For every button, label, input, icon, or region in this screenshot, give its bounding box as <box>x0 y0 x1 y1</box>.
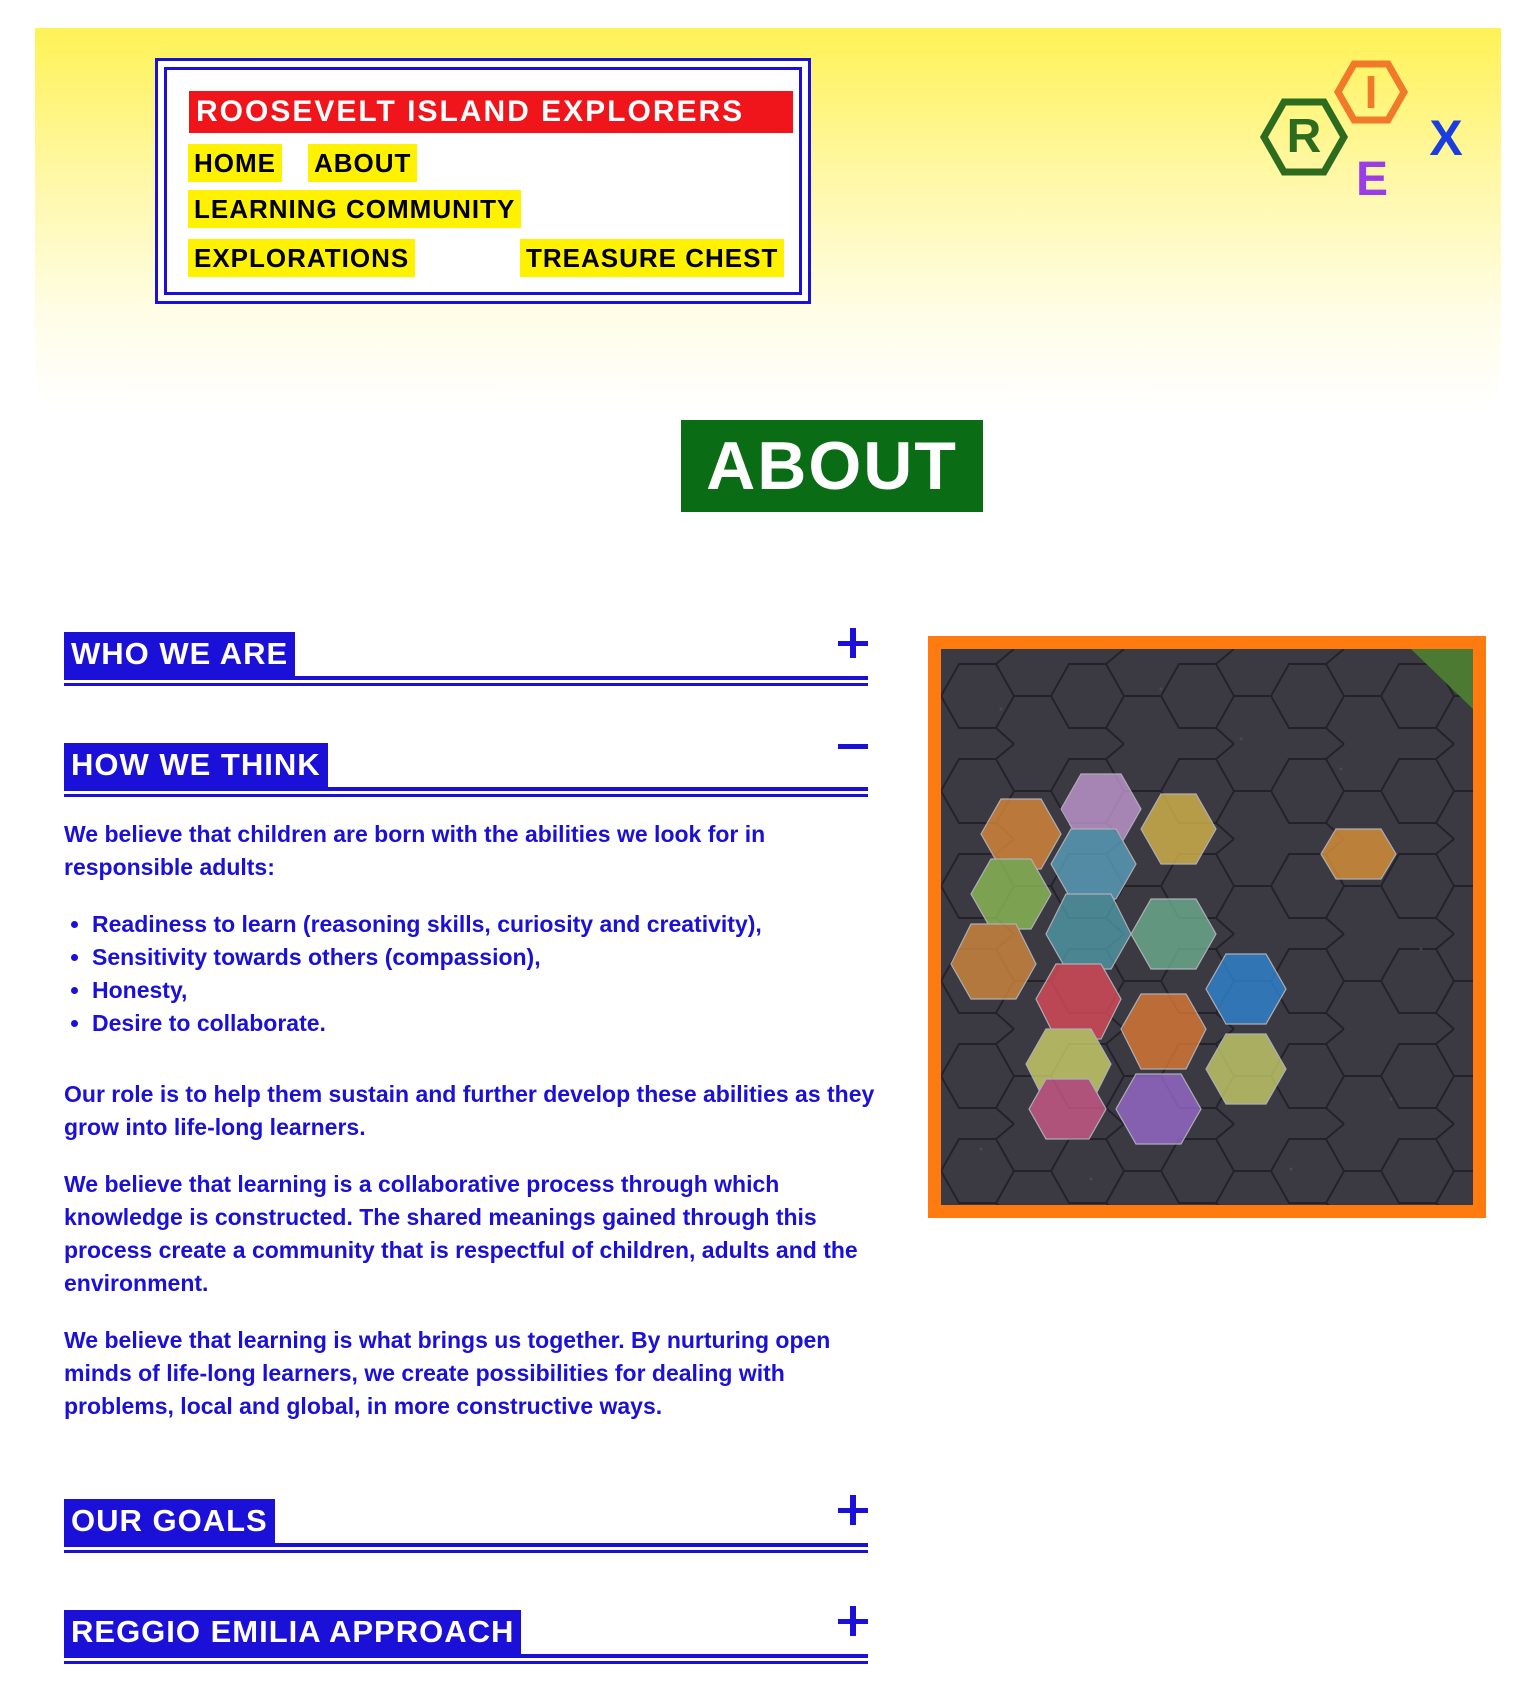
section-title[interactable]: WHO WE ARE <box>64 632 295 676</box>
logo-letter-i: I <box>1364 66 1378 118</box>
expand-plus-icon[interactable] <box>838 626 868 660</box>
chalk-hexagons-photo <box>941 649 1473 1205</box>
nav-about[interactable]: ABOUT <box>308 144 417 182</box>
paragraph-collaborative: We believe that learning is a collaborative process through which knowledge is constructed. The shared meanings gained through this process create a community that is respectful of children, adults and the environment. <box>64 1171 858 1296</box>
section-how-we-think <box>64 743 868 797</box>
site-navigation-box <box>155 58 811 304</box>
section-title[interactable]: HOW WE THINK <box>64 743 328 787</box>
intro-paragraph: We believe that children are born with the abilities we look for in responsible adults: <box>64 821 766 880</box>
paragraph-together: We believe that learning is what brings us together. By nurturing open minds of life-long learners, we create possibilities for dealing with problems, local and global, in more constructive ways. <box>64 1327 831 1419</box>
section-header[interactable] <box>64 632 868 686</box>
expand-plus-icon[interactable] <box>838 1493 868 1527</box>
section-underline-thin <box>64 683 868 686</box>
abilities-list <box>64 908 884 1040</box>
rex-logo[interactable] <box>1250 46 1480 206</box>
logo-letter-e: E <box>1355 153 1389 206</box>
section-header[interactable] <box>64 1610 868 1664</box>
expand-plus-icon[interactable] <box>838 1604 868 1638</box>
section-title[interactable]: OUR GOALS <box>64 1499 275 1543</box>
logo-letter-x: X <box>1429 110 1463 166</box>
nav-learning-community[interactable]: LEARNING COMMUNITY <box>188 190 521 228</box>
list-item: • Honesty, <box>92 974 884 1007</box>
page-title: ABOUT <box>681 420 983 512</box>
section-underline-thin <box>64 1550 868 1553</box>
photo-frame <box>928 636 1486 1218</box>
section-underline <box>64 1654 868 1658</box>
section-reggio-emilia-approach <box>64 1610 868 1664</box>
section-underline <box>64 1543 868 1547</box>
site-title-link[interactable]: ROOSEVELT ISLAND EXPLORERS <box>189 91 793 133</box>
how-we-think-content <box>64 818 884 1423</box>
section-underline <box>64 787 868 791</box>
nav-explorations[interactable]: EXPLORATIONS <box>188 239 415 277</box>
list-item: • Readiness to learn (reasoning skills, curiosity and creativity), <box>92 908 884 941</box>
nav-treasure-chest[interactable]: TREASURE CHEST <box>520 239 784 277</box>
list-item: • Sensitivity towards others (compassion), <box>92 941 884 974</box>
nav-home[interactable]: HOME <box>188 144 282 182</box>
section-title[interactable]: REGGIO EMILIA APPROACH <box>64 1610 521 1654</box>
section-header[interactable] <box>64 743 868 797</box>
section-underline-thin <box>64 794 868 797</box>
section-underline <box>64 676 868 680</box>
section-who-we-are <box>64 632 868 686</box>
section-header[interactable] <box>64 1499 868 1553</box>
paragraph-role: Our role is to help them sustain and further develop these abilities as they grow into life-long learners. <box>64 1081 875 1140</box>
logo-letter-r: R <box>1286 110 1322 163</box>
collapse-minus-icon[interactable] <box>838 737 868 771</box>
list-item: • Desire to collaborate. <box>92 1007 884 1040</box>
section-underline-thin <box>64 1661 868 1664</box>
section-our-goals <box>64 1499 868 1553</box>
